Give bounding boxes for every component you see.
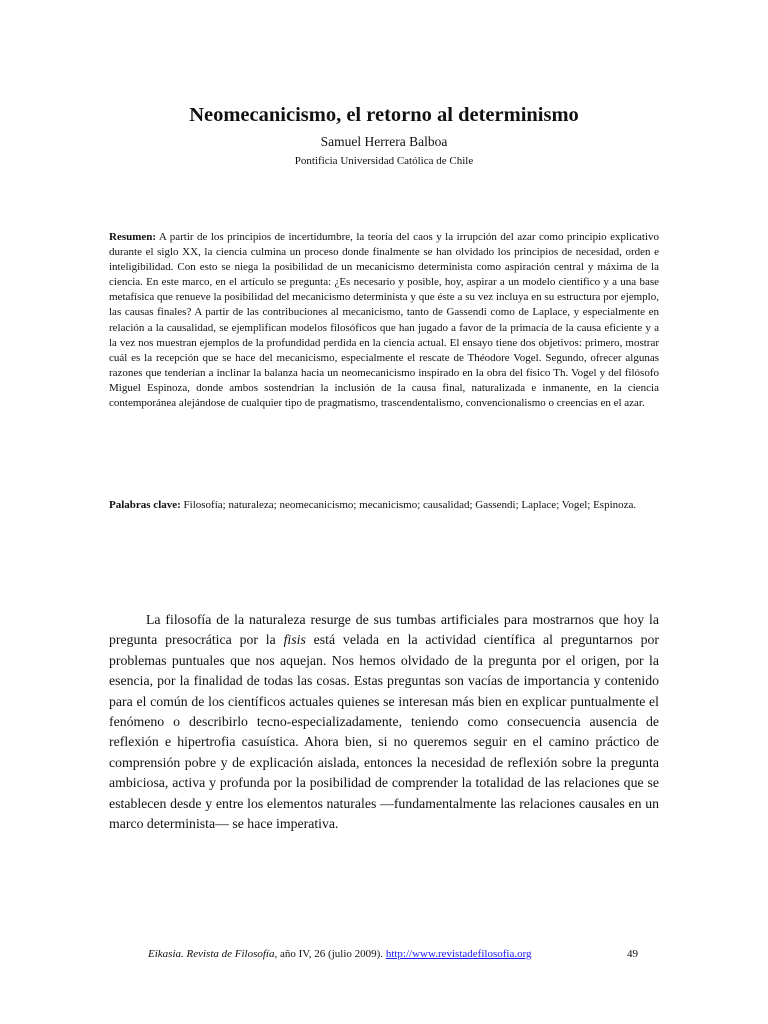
abstract-label: Resumen: <box>109 231 157 243</box>
body-italic-term: fisis <box>283 632 306 648</box>
abstract-text: A partir de los principios de incertidumbre, la teoría del caos y la irrupción del azar como principio explicativo durante el siglo XX, la ciencia culmina un proceso donde finalmente se han olvidado los principios de necesidad, orden e inteligibilidad. Con esto se niega la posibilidad de un mecanicismo determinista como aspiración central y máxima de la ciencia. En este marco, en el artículo se pregunta: ¿Es necesario y posible, hoy, aspirar a un modelo científico y a una base metafísica que renueve la posibilidad del mecanicismo determinista y que éste a su vez incluya en su estructura por ejemplo, las causas finales? A partir de las contribuciones al mecanicismo, tanto de Gassendi como de Laplace, y especialmente en relación a la causalidad, se ejemplifican modelos filosóficos que han jugado a favor de la primacía de la causa eficiente y a la vez nos muestran ejemplos de la profundidad perdida en la ciencia actual. El ensayo tiene dos objetivos: primero, mostrar cuál es la recepción que se hace del mecanicismo, especialmente el rescate de Théodore Vogel. Segundo, ofrecer algunas razones que tenderían a inclinar la balanza hacia un neomecanicismo inspirado en la obra del físico Th. Vogel y del filósofo Miguel Espinoza, donde ambos sostendrían la inclusión de la causa final, naturalizada e inmanente, en la ciencia contemporánea alejándose de cualquier tipo de pragmatismo, trascendentalismo, convencionalismo o creencias en el azar. <box>109 231 659 410</box>
keywords <box>109 498 659 514</box>
page-footer <box>148 948 618 960</box>
author-affiliation: Pontificia Universidad Católica de Chile <box>294 155 474 167</box>
journal-name: Eikasia. Revista de Filosofía <box>148 948 275 960</box>
keywords-text: Filosofía; naturaleza; neomecanicismo; mecanicismo; causalidad; Gassendi; Laplace; Vogel; Espinoza. <box>183 499 637 511</box>
keywords-label: Palabras clave: <box>109 499 181 511</box>
page-number: 49 <box>627 948 638 960</box>
body-text-part-2: está velada en la actividad científica al preguntarnos por problemas puntuales que nos aquejan. Nos hemos olvidado de la pregunta por el origen, por la esencia, por la finalidad de todas las cosas. Estas preguntas son vacías de importancia y contenido para el común de los científicos actuales quienes se interesan más bien en explicar puntualmente el fenómeno o describirlo tecno-especializadamente, teniendo como consecuencia ausencia de reflexión e hipertrofia casuística. Ahora bien, si no queremos seguir en el camino práctico de comprensión pobre y de explicación aislada, entonces la necesidad de reflexión sobre la pregunta ambiciosa, activa y profunda por la posibilidad de comprender la totalidad de las relaciones que se establecen desde y entre los elementos naturales —fundamentalmente las relaciones causales en un marco determinista— se hace imperativa. <box>109 632 659 832</box>
article-title: Neomecanicismo, el retorno al determinismo <box>189 104 579 126</box>
journal-url-link[interactable]: http://www.revistadefilosofia.org <box>385 948 532 960</box>
body-text-part-1: La filosofía de la naturaleza resurge de sus tumbas artificiales para mostrarnos que hoy la pregunta presocrática por la <box>109 612 659 648</box>
abstract <box>109 230 659 411</box>
journal-issue: , año IV, 26 (julio 2009). <box>274 948 386 960</box>
body-paragraph <box>109 610 659 834</box>
author-name: Samuel Herrera Balboa <box>320 134 448 149</box>
